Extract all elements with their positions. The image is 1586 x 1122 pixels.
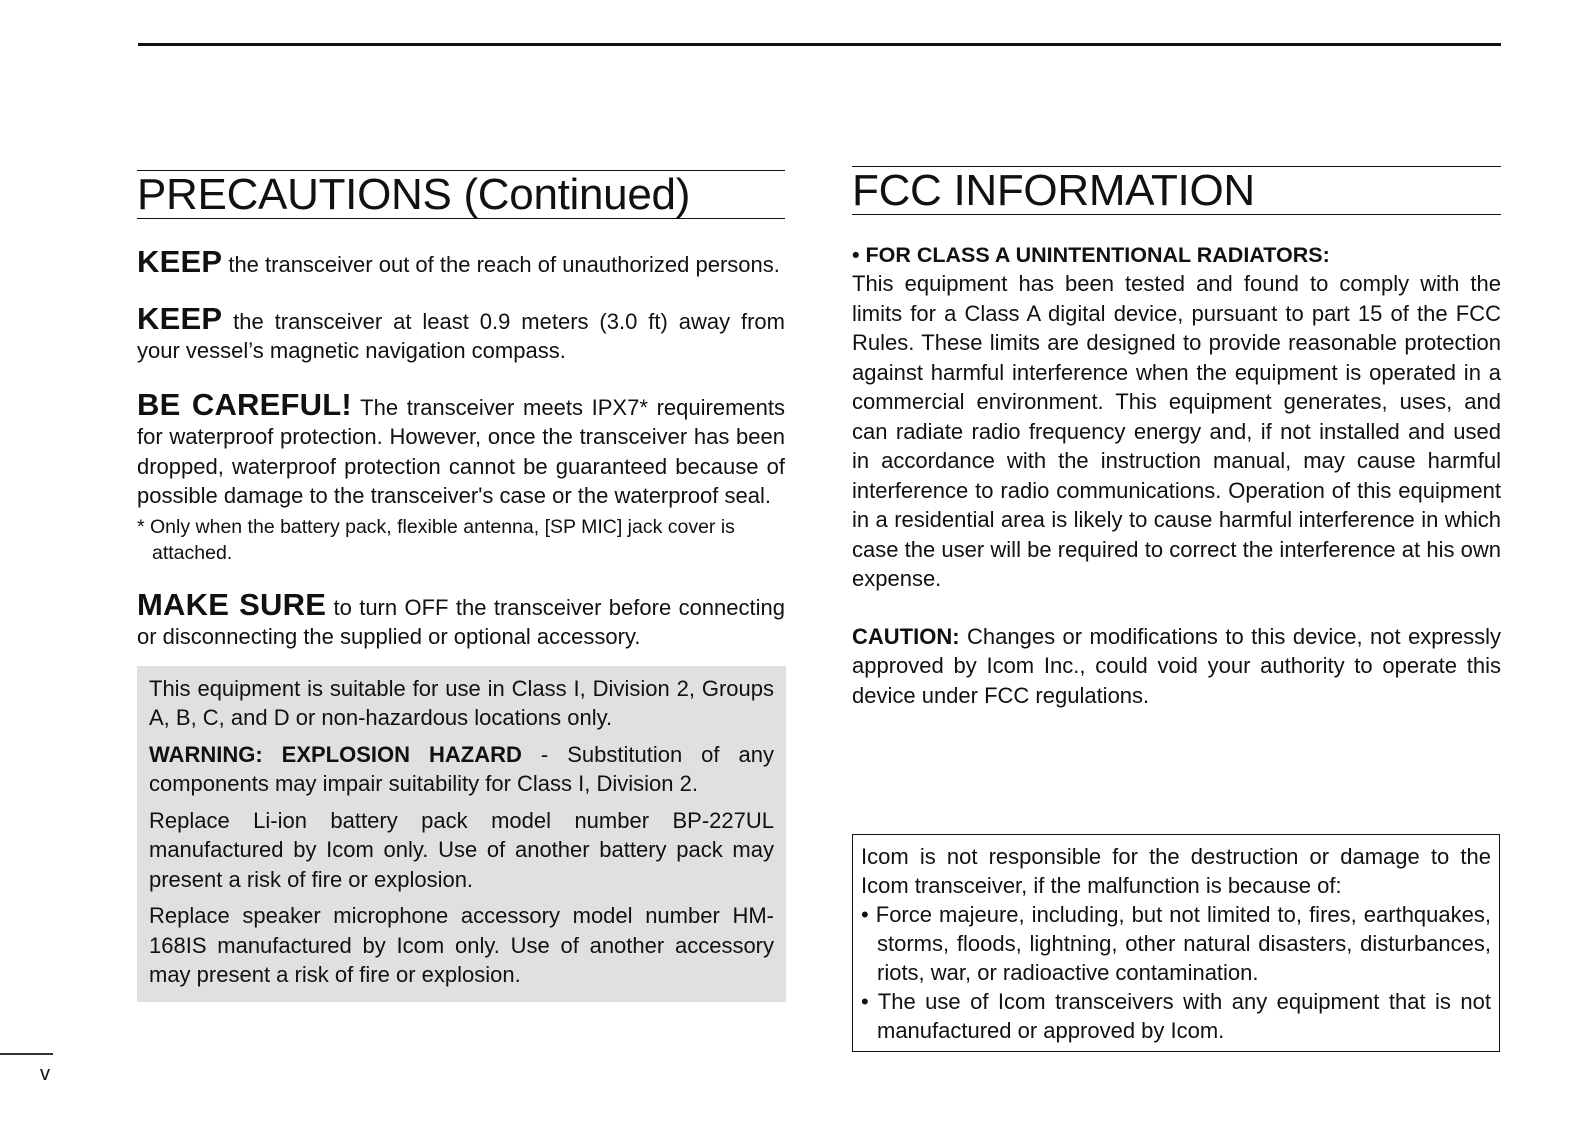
speaker-mic-paragraph: Replace speaker microphone accessory model number HM-168IS manufactured by Icom only. Use of another accessory may present a risk of fire or explosion. bbox=[149, 903, 774, 987]
fcc-column bbox=[852, 166, 1501, 710]
keep-unauthorized-paragraph bbox=[137, 244, 785, 280]
hazardous-location-box bbox=[137, 666, 786, 1002]
be-careful-lead: BE CAREFUL! bbox=[137, 386, 352, 422]
keep-lead: KEEP bbox=[137, 244, 223, 279]
caution-lead: CAUTION: bbox=[852, 623, 960, 649]
class-a-heading: • FOR CLASS A UNINTENTIONAL RADIATORS: bbox=[852, 243, 1330, 267]
class-division-paragraph: This equipment is suitable for use in Class I, Division 2, Groups A, B, C, and D or non-hazardous locations only. bbox=[149, 675, 774, 730]
liability-bullet-equipment: • The use of Icom transceivers with any equipment that is not manufactured or approved by Icom. bbox=[861, 989, 1491, 1043]
be-careful-text: The transceiver meets IPX7* requirements for waterproof protection. However, once the transceiver has been dropped, waterproof protection cannot be guaranteed because of possible damage to the transceiver's case or the waterproof seal. bbox=[137, 394, 785, 508]
make-sure-text: to turn OFF the transceiver before connecting or disconnecting the supplied or optional accessory. bbox=[137, 594, 785, 649]
make-sure-paragraph bbox=[137, 586, 785, 652]
explosion-warning-text: - Substitution of any components may impair suitability for Class I, Division 2. bbox=[149, 741, 774, 796]
explosion-warning-lead: WARNING: EXPLOSION HAZARD bbox=[149, 741, 522, 767]
battery-pack-paragraph: Replace Li-ion battery pack model number BP-227UL manufactured by Icom only. Use of another battery pack may present a risk of fire or explosion. bbox=[149, 807, 774, 892]
explosion-warning-paragraph bbox=[149, 740, 774, 799]
fcc-title: FCC INFORMATION bbox=[852, 166, 1501, 215]
keep-compass-paragraph bbox=[137, 300, 785, 366]
liability-bullet-force-majeure: • Force majeure, including, but not limited to, fires, earthquakes, storms, floods, lightning, other natural disasters, disturbances, riots, war, or radioactive contamination. bbox=[861, 902, 1491, 985]
caution-text: Changes or modifications to this device, not expressly approved by Icom Inc., could void your authority to operate this device under FCC regulations. bbox=[852, 623, 1501, 708]
top-rule bbox=[138, 43, 1501, 46]
keep-compass-text: the transceiver at least 0.9 meters (3.0 ft) away from your vessel’s magnetic navigation compass. bbox=[137, 308, 785, 363]
liability-intro: Icom is not responsible for the destruction or damage to the Icom transceiver, if the malfunction is because of: bbox=[861, 844, 1491, 898]
page-number: v bbox=[40, 1063, 50, 1085]
page-number-rule bbox=[0, 1053, 53, 1055]
precautions-title: PRECAUTIONS (Continued) bbox=[137, 170, 785, 219]
keep-unauthorized-text: the transceiver out of the reach of unauthorized persons. bbox=[222, 252, 780, 277]
make-sure-lead: MAKE SURE bbox=[137, 586, 327, 622]
ipx7-footnote: * Only when the battery pack, flexible antenna, [SP MIC] jack cover is attached. bbox=[137, 515, 735, 564]
precautions-column bbox=[137, 170, 785, 1002]
be-careful-paragraph bbox=[137, 386, 785, 511]
liability-notice-box bbox=[852, 834, 1500, 1052]
class-a-body: This equipment has been tested and found to comply with the limits for a Class A digital device, pursuant to part 15 of the FCC Rules. These limits are designed to provide reasonable protection against harmful interference when the equipment is operated in a commercial environment. This equipment generates, uses, and can radiate radio frequency energy and, if not installed and used in accordance with the instruction manual, may cause harmful interference to radio communications. Operation of this equipment in a residential area is likely to cause harmful interference in which case the user will be required to correct the interference at his own expense. bbox=[852, 271, 1501, 591]
keep-lead: KEEP bbox=[137, 300, 223, 336]
caution-paragraph bbox=[852, 622, 1501, 711]
